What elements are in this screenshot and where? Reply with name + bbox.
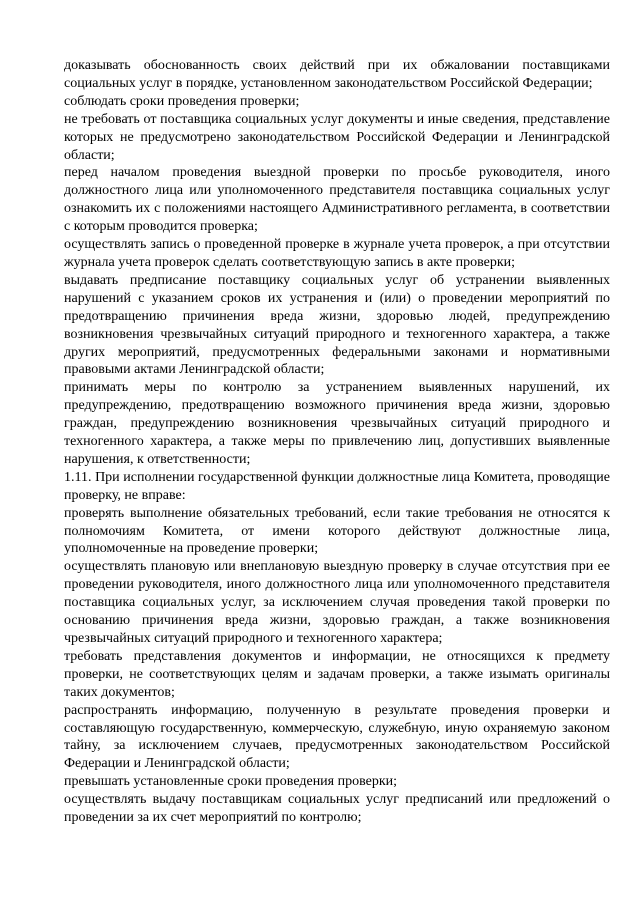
paragraph-10: осуществлять плановую или внеплановую выездную проверку в случае отсутствия при ее проведении руководителя, иного должностного лица или уполномоченного представителя поставщика социальных услуг, за исключением случая проведения такой проверки по основанию причинения вреда жизни, здоровью граждан, а также возникновения чрезвычайных ситуаций природного и техногенного характера;: [64, 559, 610, 646]
paragraph-12: распространять информацию, полученную в результате проведения проверки и составляющую государственную, коммерческую, служебную, иную охраняемую законом тайну, за исключением случаев, предусмотренных законодательством Российской Федерации и Ленинградской области;: [64, 702, 610, 772]
paragraph-2: соблюдать сроки проведения проверки;: [64, 93, 300, 109]
paragraph-11: требовать представления документов и информации, не относящихся к предмету проверки, не соответствующих целям и задачам проверки, а также изымать оригиналы таких документов;: [64, 648, 610, 700]
section-1-11-heading: 1.11. При исполнении государственной функции должностные лица Комитета, проводящие проверку, не вправе:: [64, 469, 610, 503]
paragraph-1: доказывать обоснованность своих действий при их обжаловании поставщиками социальных услуг в порядке, установленном законодательством Российской Федерации;: [64, 58, 610, 91]
paragraph-6: выдавать предписание поставщику социальных услуг об устранении выявленных нарушений с указанием сроков их устранения и (или) о проведении мероприятий по предотвращению причинения вреда жизни, здоровью людей, предупреждению возникновения чрезвычайных ситуаций природного и техногенного характера, а также других мероприятий, предусмотренных федеральными законами и нормативными правовыми актами Ленинградской области;: [64, 272, 610, 378]
paragraph-7: принимать меры по контролю за устранением выявленных нарушений, их предупреждению, предотвращению возможного причинения вреда жизни, здоровью граждан, предупреждению возникновения чрезвычайных ситуаций природного и техногенного характера, а также меры по привлечению лиц, допустивших выявленные нарушения, к ответственности;: [64, 380, 610, 467]
paragraph-13: превышать установленные сроки проведения проверки;: [64, 774, 398, 790]
paragraph-4: перед началом проведения выездной проверки по просьбе руководителя, иного должностного лица или уполномоченного представителя поставщика социальных услуг ознакомить их с положениями настоящего Административного регламента, в соответствии с которым проводится проверка;: [64, 165, 610, 235]
paragraph-14: осуществлять выдачу поставщикам социальных услуг предписаний или предложений о проведении за их счет мероприятий по контролю;: [64, 792, 610, 826]
paragraph-5: осуществлять запись о проведенной проверке в журнале учета проверок, а при отсутствии журнала учета проверок сделать соответствующую запись в акте проверки;: [64, 237, 610, 270]
paragraph-9: проверять выполнение обязательных требований, если такие требования не относятся к полномочиям Комитета, от имени которого действуют должностные лица, уполномоченные на проведение проверки;: [64, 505, 610, 557]
paragraph-3: не требовать от поставщика социальных услуг документы и иные сведения, представление которых не предусмотрено законодательством Российской Федерации и Ленинградской области;: [64, 111, 610, 163]
